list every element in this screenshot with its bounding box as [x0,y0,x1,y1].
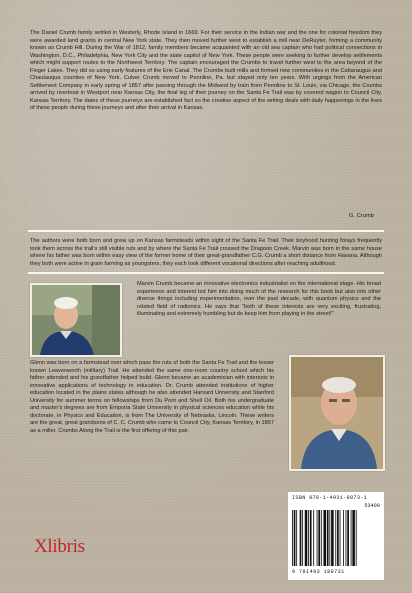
divider [28,230,384,232]
barcode-bars [292,510,380,566]
isbn-barcode [288,492,384,580]
marvin-crumb-photo [30,283,122,357]
authors-background-paragraph: The authors were both born and grew up on Kansas farmsteads within sight of the Santa Fe Trail. Their boyhood hunting forays frequently took them across the trail's still visible ruts and by where the Santa Fe Trail crossed the Dragoon Creek. Marvin was born in the same house where his father was born within easy view of the former home of their great-grandfather C.G. Crumb a short distance from Havana. Although they both were active in grain farming as youngsters, they each took different vocational directions after reaching adulthood. [30,238,382,267]
price-code: 53499 [364,503,380,509]
xlibris-logo [34,536,85,558]
marvin-bio-paragraph: Marvin Crumb became an innovative electronics industrialist on the international stage. His broad experience and interest led him into doing much of the research for this book but also into other diverse things including experimentation, over the past decade, with quantum physics and the related field of radionics. He says that "both of these interests are very exciting, frustrating, illuminating and extremely humbling but do keep him from playing in the street!" [137,281,381,317]
logo-text: Xlibris [34,536,85,557]
signature: G. Crumb [348,213,374,219]
isbn-digits: 9 781493 189731 [292,569,345,575]
glenn-bio-paragraph: Glenn was born on a farmstead over which pass the ruts of both the Santa Fe Trail and the lesser known Leavenworth (military) Trail. He attended the same one-room country school which his father attended and his grandfather helped build. Glenn became an academician with interests in innovative applications of technology in education. Dr. Crumb attended institutions of higher education located in the plains states although he also attended Harvard University and Stanford University for summer terms on fellowships from Du Pont and Shell Oil. Both his undergraduate and master's degrees are from Emporia State University in physical sciences education while his doctorate, in Physics and Education, is from The University of Nebraska, Lincoln. These writers are the great, great grandsons of C. C. Crumb who came to Council City, Kansas Territory, in 1857 as a miller. Crumbs Along the Trail is the first offering of this pair. [30,360,274,434]
divider [28,272,384,274]
author-history-paragraph: The Daniel Crumb family settled in Westerly, Rhode Island in 1669. For their service in the Indian war and the one for colonial freedom they were awarded land grants in central New York state. They then moved further west to establish a mill near DeRuyter, forming a community known as Crumb Hill. During the War of 1812, family members became acquainted with an old sea captain who had political connections in Washington, D.C., Philadelphia, New York City and the state capitol of New York. These people were seeking to further develop settlements which might support routes to the Northwest Territory. The captain encouraged the Crumbs to travel further west to the area beyond of the Finger Lakes. They did so using early features of the Erie Canal. The Crumbs built mills and formed new communities in the Cattaraugus and Chautauqua counties of New York. Culver Crumb moved to Pennline, Pa. but stayed only ten years. With urgings from the American Settlement Company in early spring of 1857 after passing through the Midwest by train from Pennline to St. Louis, via Chicago, the Crumbs arrived by riverboat in Westport near Kansas City, the final leg of their journey on the Santa Fe Trail was by covered wagon to Council City, Kansas Territory. The dates of these journeys are established fact so the creative aspect of the writing deals with daily happenings in the lives of these people during these journeys and after their arrival in Kansas. [30,30,382,111]
glenn-crumb-photo [289,355,385,471]
isbn-label: ISBN 978-1-4931-8973-1 [292,495,368,501]
